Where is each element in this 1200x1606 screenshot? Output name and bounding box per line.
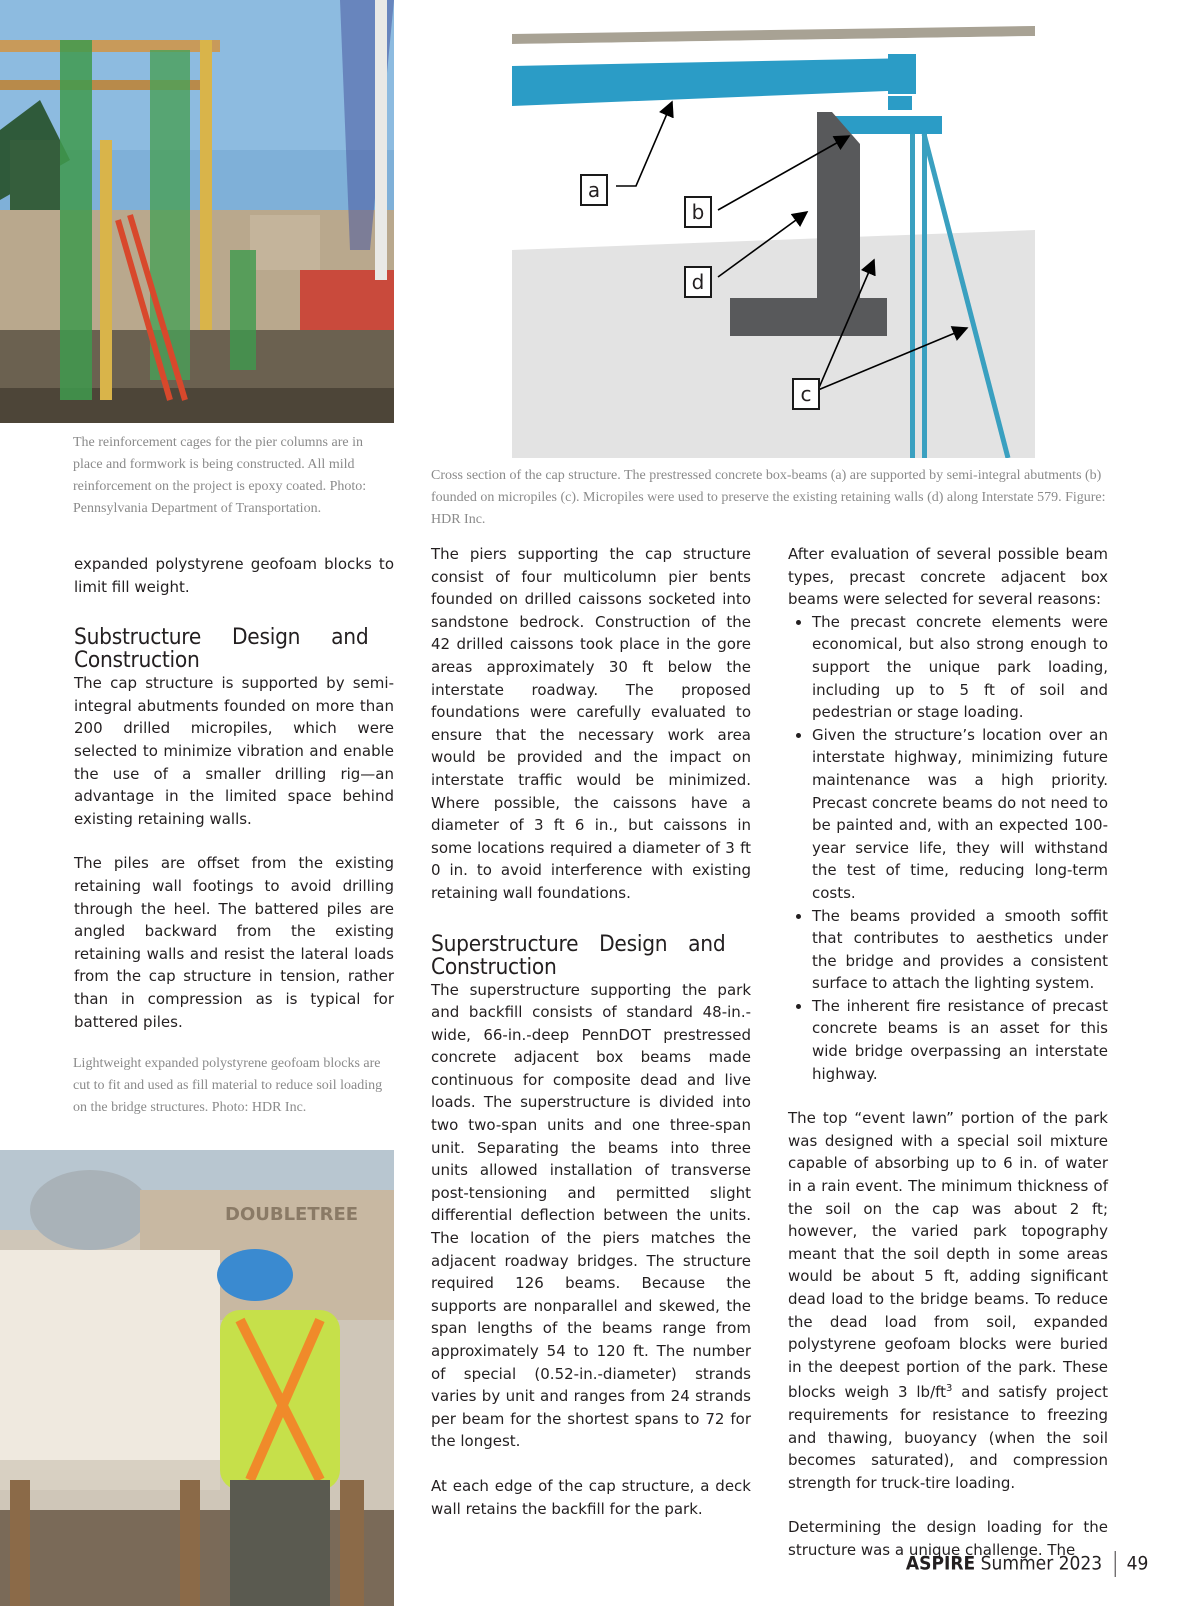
col3-paragraph-1: [788, 1107, 1108, 1494]
magazine-name: ASPIRE: [905, 1552, 975, 1575]
column-1: [74, 553, 394, 1033]
col2-paragraph-1: The piers supporting the cap structure consist of four multicolumn pier bents founded on drilled caissons socketed into sandstone bedrock. Construction of the 42 drilled caissons took place in the gore areas approximately 30 ft below the interstate roadway. The proposed foundations were carefully evaluated to ensure that the necessary work area would be provided and the impact on interstate traffic would be minimized. Where possible, the caissons have a diameter of 3 ft 6 in., but caissons in some locations required a diameter of 3 ft 0 in. to avoid interference with existing retaining wall foundations.: [431, 545, 751, 902]
label-a: a: [580, 174, 608, 206]
page-footer: [906, 1551, 1148, 1577]
issue-name: Summer 2023: [980, 1552, 1102, 1575]
footer-divider: [1114, 1551, 1115, 1577]
col1-paragraph-1: The cap structure is supported by semi-integral abutments founded on more than 200 drilled micropiles, which were selected to minimize vibration and enable the use of a smaller drilling rig—an advantage in the limited space behind existing retaining walls.: [74, 674, 394, 828]
cross-section-drawing: [512, 22, 1035, 458]
beam-selection-reasons-list: [788, 611, 1108, 1085]
col3-paragraph-1-text: The top “event lawn” portion of the park was designed with a special soil mixture capable of absorbing up to 6 in. of water in a rain event. The minimum thickness of the soil on the cap was about 2 ft; however, the varied park topography meant that the soil depth in some areas would be about 5 ft, adding significant dead load to the bridge beams. To reduce the dead load from soil, expanded polystyrene geofoam blocks were buried in the deepest portion of the park. These blocks weigh 3 lb/ft: [788, 1109, 1108, 1402]
col3-paragraph-1-text-cont: and satisfy project requirements for resistance to freezing and thawing, buoyancy (when the soil becomes saturated), and compression strength for truck-tire loading.: [788, 1383, 1108, 1492]
hotel-sign-text: DOUBLETREE: [225, 1204, 359, 1225]
cap-structure-cross-section-diagram: [512, 22, 1035, 458]
col3-paragraph-2: Determining the design loading for the structure was a unique challenge. The: [788, 1518, 1108, 1559]
retaining-wall: [817, 112, 860, 298]
column-2: [431, 543, 751, 1520]
col1-intro: expanded polystyrene geofoam blocks to limit fill weight.: [74, 555, 394, 596]
col3-intro: After evaluation of several possible beam types, precast concrete adjacent box beams were selected for several reasons:: [788, 545, 1108, 609]
reason-item: • Given the structure’s location over an interstate highway, minimizing future maintenance was a high priority. Precast concrete beams do not need to be painted and, with an expected 100-year service life, they will withstand the test of time, reducing long-term costs.: [812, 724, 1108, 905]
cross-section-caption: Cross section of the cap structure. The prestressed concrete box-beams (a) are supported by semi-integral abutments (b) founded on micropiles (c). Micropiles were used to preserve the existing retaining walls (d) along Interstate 579. Figure: HDR Inc.: [431, 468, 1106, 527]
label-b: b: [684, 196, 712, 228]
cubic-superscript: 3: [946, 1383, 953, 1395]
column-3: [788, 543, 1108, 1562]
col2-paragraph-3: At each edge of the cap structure, a deck wall retains the backfill for the park.: [431, 1476, 751, 1518]
reason-item: • The inherent fire resistance of precast concrete beams is an asset for this wide bridge overpassing an interstate highway.: [812, 995, 1108, 1085]
label-d: d: [684, 266, 712, 298]
substructure-heading: Substructure Design and Construction: [74, 625, 369, 674]
label-c: c: [792, 378, 820, 410]
pier-columns-caption: The reinforcement cages for the pier columns are in place and formwork is being constructed. All mild reinforcement on the project is epoxy coated. Photo: Pennsylvania Department of Transportation.: [73, 435, 367, 516]
geofoam-caption: Lightweight expanded polystyrene geofoam blocks are cut to fit and used as fill material to reduce soil loading on the bridge structures. Photo: HDR Inc.: [73, 1056, 383, 1115]
pier-columns-photo: [0, 0, 394, 423]
col1-paragraph-2: The piles are offset from the existing retaining wall footings to avoid drilling through the heel. The battered piles are angled backward from the existing retaining walls and resist the lateral loads from the cap structure in tension, rather than in compression as is typical for battered piles.: [74, 854, 394, 1031]
reason-item: • The beams provided a smooth soffit that contributes to aesthetics under the bridge and provides a consistent surface to attach the lighting system.: [812, 905, 1108, 995]
micropile-vertical: [910, 134, 915, 458]
superstructure-heading: Superstructure Design and Construction: [431, 931, 726, 980]
reason-item: • The precast concrete elements were economical, but also strong enough to support the unique park loading, including up to 5 ft of soil and pedestrian or stage loading.: [812, 611, 1108, 724]
col2-paragraph-2: The superstructure supporting the park and backfill consists of standard 48-in.-wide, 66-in.-deep PennDOT prestressed concrete adjacent box beams made continuous for composite dead and live loads. The superstructure is divided into two two-span units and one three-span unit. Separating the beams into three units allowed installation of transverse post-tensioning and permitted slight differential deflection between the units. The location of the piers matches the adjacent roadway bridges. The structure required 126 beams. Because the supports are nonparallel and skewed, the span lengths of the beams range from approximately 54 to 120 ft. The number of special (0.52-in.-diameter) strands varies by unit and ranges from 24 strands per beam for the shortest spans to 72 for the longest.: [431, 980, 751, 1451]
page-number: 49: [1126, 1552, 1148, 1575]
geofoam-photo: [0, 1150, 394, 1606]
retaining-wall-footing: [730, 298, 887, 336]
